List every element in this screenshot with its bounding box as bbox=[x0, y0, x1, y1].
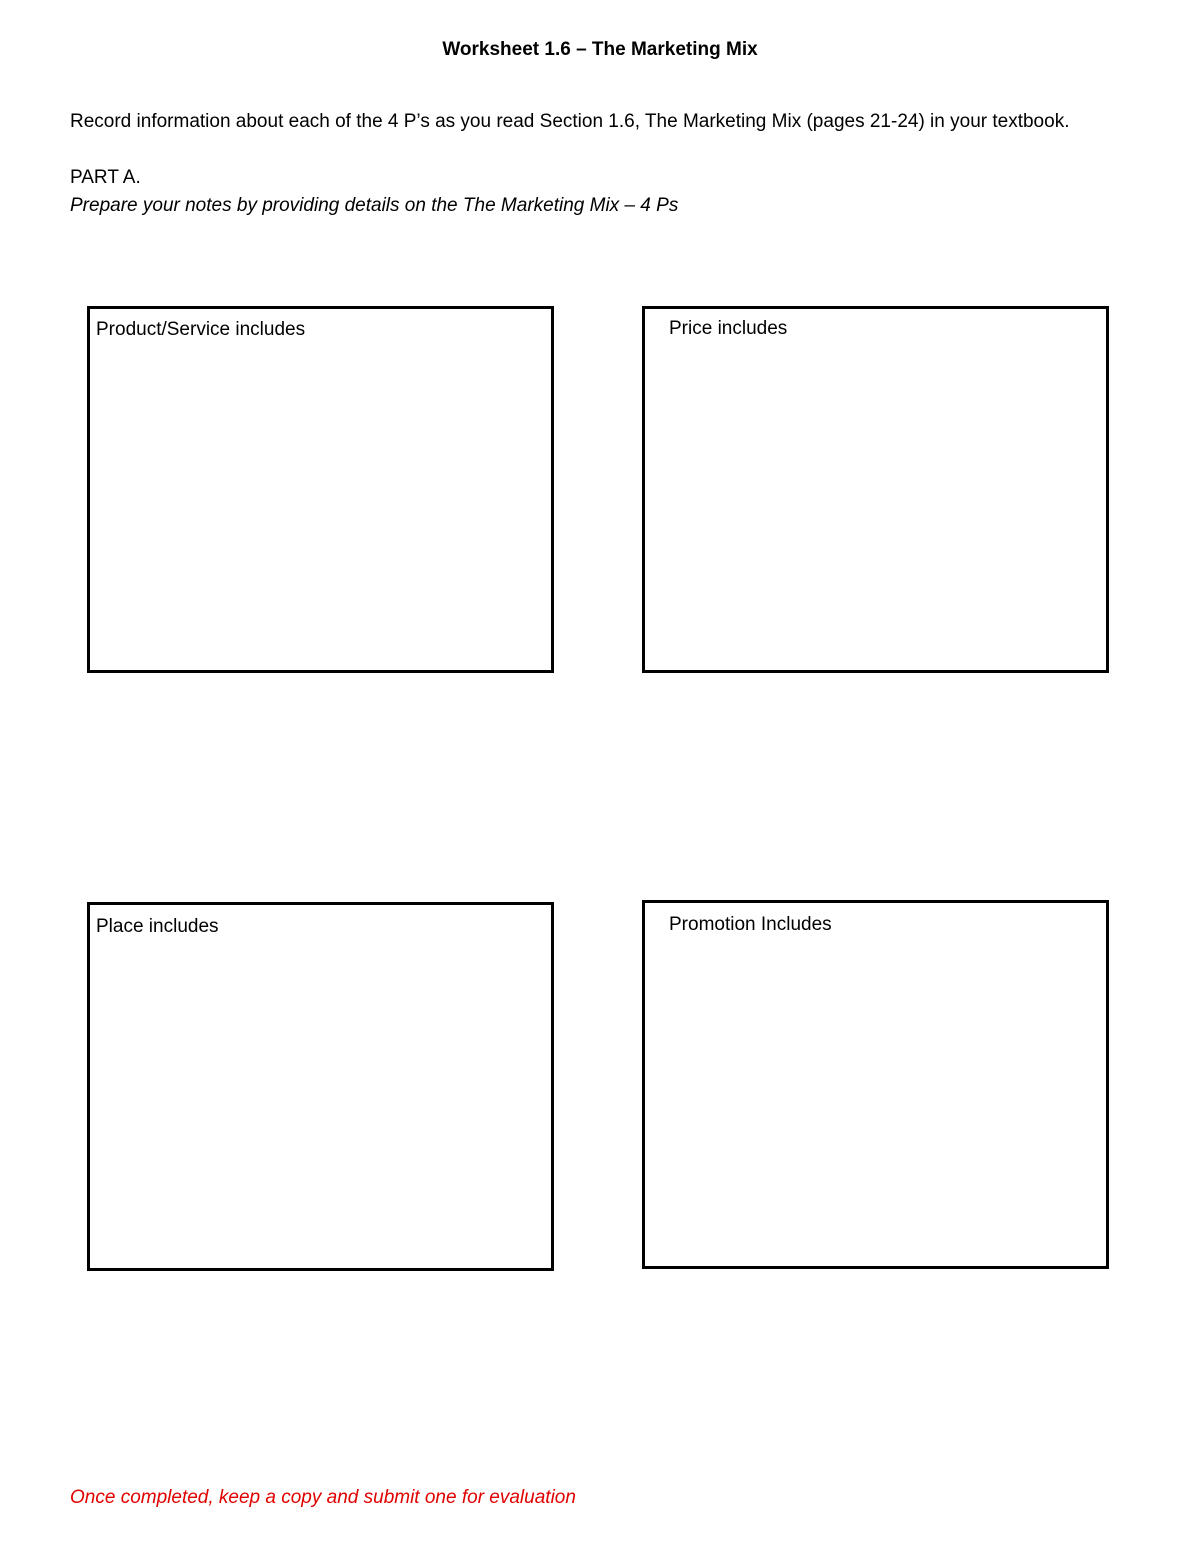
price-notes-box[interactable] bbox=[642, 306, 1109, 673]
part-a-label: PART A. bbox=[70, 167, 141, 188]
price-box-label: Price includes bbox=[669, 318, 788, 339]
part-a-prompt: Prepare your notes by providing details on the The Marketing Mix – 4 Ps bbox=[70, 195, 679, 216]
place-notes-box[interactable] bbox=[87, 902, 554, 1271]
worksheet-title: Worksheet 1.6 – The Marketing Mix bbox=[442, 39, 758, 60]
promotion-box-label: Promotion Includes bbox=[669, 914, 832, 935]
product-box-label: Product/Service includes bbox=[96, 319, 306, 340]
place-box-label: Place includes bbox=[96, 916, 219, 937]
instructions-text: Record information about each of the 4 P’s as you read Section 1.6, The Marketing Mix (pages 21-24) in your textbook. bbox=[70, 111, 1070, 132]
product-notes-box[interactable] bbox=[87, 306, 554, 673]
promotion-notes-box[interactable] bbox=[642, 900, 1109, 1269]
submission-note: Once completed, keep a copy and submit one for evaluation bbox=[70, 1487, 576, 1508]
